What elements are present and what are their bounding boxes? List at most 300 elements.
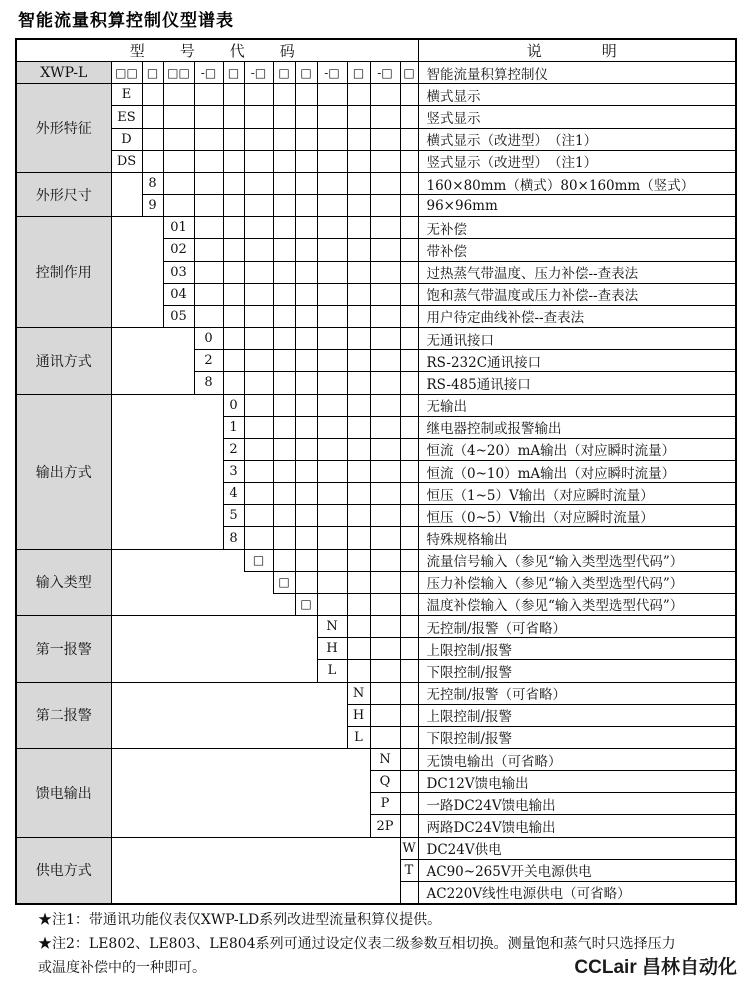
grid-cell <box>223 350 244 372</box>
grid-cell <box>244 483 273 505</box>
grid-cell <box>273 172 295 194</box>
grid-cell <box>244 150 273 172</box>
note-1: ★注1：带通讯功能仪表仅XWP-LD系列改进型流量积算仪提供。 <box>38 912 442 928</box>
grid-cell <box>295 483 317 505</box>
grid-cell <box>370 616 400 638</box>
description-cell: 上限控制/报警 <box>418 704 736 726</box>
code-cell: □ <box>295 593 317 615</box>
grid-cell <box>295 239 317 261</box>
code-cell: 05 <box>163 305 194 327</box>
grid-cell <box>163 150 194 172</box>
code-cell: N <box>347 682 370 704</box>
grid-cell <box>370 571 400 593</box>
grid-cell <box>370 682 400 704</box>
grid-cell <box>347 217 370 239</box>
code-header: 型 号 代 码 <box>16 39 418 62</box>
grid-cell <box>317 438 347 460</box>
grid-cell <box>400 438 418 460</box>
code-cell: 0 <box>223 394 244 416</box>
code-box-cell: □ <box>347 62 370 84</box>
code-box-cell: □ <box>400 62 418 84</box>
description-cell: 无补偿 <box>418 217 736 239</box>
blank-region <box>111 616 317 682</box>
grid-cell <box>400 305 418 327</box>
grid-cell <box>223 328 244 350</box>
description-cell: 96×96mm <box>418 195 736 217</box>
grid-cell <box>347 638 370 660</box>
grid-cell <box>400 460 418 482</box>
description-cell: 温度补偿输入（参见“输入类型选型代码”） <box>418 593 736 615</box>
code-cell: 2 <box>194 350 223 372</box>
code-cell: 5 <box>223 505 244 527</box>
grid-cell <box>295 394 317 416</box>
description-cell: 无控制/报警（可省略） <box>418 616 736 638</box>
grid-cell <box>400 771 418 793</box>
grid-cell <box>370 305 400 327</box>
grid-cell <box>194 84 223 106</box>
grid-cell <box>273 106 295 128</box>
grid-cell <box>347 283 370 305</box>
note-2-line-1: ★注2：LE802、LE803、LE804系列可通过设定仪表二级参数互相切换。测量饱和蒸气时只选择压力 <box>38 936 676 952</box>
code-cell: L <box>347 726 370 748</box>
grid-cell <box>244 283 273 305</box>
grid-cell <box>295 172 317 194</box>
grid-cell <box>347 172 370 194</box>
grid-cell <box>317 239 347 261</box>
grid-cell <box>295 350 317 372</box>
code-box-cell: □ <box>273 62 295 84</box>
grid-cell <box>163 84 194 106</box>
grid-cell <box>370 150 400 172</box>
code-cell <box>400 881 418 904</box>
grid-cell <box>317 372 347 394</box>
grid-cell <box>400 571 418 593</box>
grid-cell <box>295 217 317 239</box>
code-box-cell: -□ <box>244 62 273 84</box>
grid-cell <box>347 394 370 416</box>
grid-cell <box>347 305 370 327</box>
code-box-cell: □ <box>142 62 163 84</box>
category-cell: 控制作用 <box>16 217 111 328</box>
brand-logo: CCLair 昌林自动化 <box>574 957 737 978</box>
category-cell: 通讯方式 <box>16 328 111 394</box>
grid-cell <box>295 150 317 172</box>
grid-cell <box>400 660 418 682</box>
code-cell: 03 <box>163 261 194 283</box>
grid-cell <box>370 283 400 305</box>
category-cell: 外形尺寸 <box>16 172 111 216</box>
grid-cell <box>295 460 317 482</box>
description-cell: 流量信号输入（参见“输入类型选型代码”） <box>418 549 736 571</box>
code-cell: 8 <box>194 372 223 394</box>
grid-cell <box>370 106 400 128</box>
grid-cell <box>370 217 400 239</box>
grid-cell <box>273 394 295 416</box>
code-cell: L <box>317 660 347 682</box>
grid-cell <box>244 106 273 128</box>
grid-cell <box>347 416 370 438</box>
grid-cell <box>347 195 370 217</box>
code-cell: H <box>317 638 347 660</box>
grid-cell <box>295 195 317 217</box>
grid-cell <box>295 328 317 350</box>
grid-cell <box>317 261 347 283</box>
grid-cell <box>295 571 317 593</box>
grid-cell <box>295 438 317 460</box>
grid-cell <box>400 261 418 283</box>
description-cell: 160×80mm（横式）80×160mm（竖式） <box>418 172 736 194</box>
grid-cell <box>273 84 295 106</box>
code-cell: 2P <box>370 815 400 837</box>
grid-cell <box>347 549 370 571</box>
grid-cell <box>317 350 347 372</box>
grid-cell <box>347 372 370 394</box>
grid-cell <box>295 549 317 571</box>
grid-cell <box>317 483 347 505</box>
grid-cell <box>347 571 370 593</box>
grid-cell <box>273 128 295 150</box>
grid-cell <box>244 195 273 217</box>
code-box-cell: □ <box>295 62 317 84</box>
grid-cell <box>273 150 295 172</box>
grid-cell <box>244 128 273 150</box>
grid-cell <box>347 460 370 482</box>
blank-region <box>111 749 370 838</box>
grid-cell <box>273 350 295 372</box>
grid-cell <box>317 549 347 571</box>
grid-cell <box>400 483 418 505</box>
grid-cell <box>223 261 244 283</box>
grid-cell <box>163 172 194 194</box>
description-cell: AC90~265V开关电源供电 <box>418 859 736 881</box>
grid-cell <box>400 195 418 217</box>
description-cell: 恒压（0~5）V输出（对应瞬时流量） <box>418 505 736 527</box>
grid-cell <box>223 84 244 106</box>
grid-cell <box>370 416 400 438</box>
grid-cell <box>370 527 400 549</box>
grid-cell <box>400 350 418 372</box>
description-cell: 继电器控制或报警输出 <box>418 416 736 438</box>
grid-cell <box>295 372 317 394</box>
code-cell: 8 <box>142 172 163 194</box>
description-cell: 上限控制/报警 <box>418 638 736 660</box>
grid-cell <box>370 438 400 460</box>
grid-cell <box>142 128 163 150</box>
grid-cell <box>400 172 418 194</box>
grid-cell <box>244 84 273 106</box>
grid-cell <box>370 483 400 505</box>
grid-cell <box>273 460 295 482</box>
grid-cell <box>244 261 273 283</box>
code-cell: E <box>111 84 142 106</box>
grid-cell <box>244 460 273 482</box>
grid-cell <box>400 505 418 527</box>
description-cell: 一路DC24V馈电输出 <box>418 793 736 815</box>
code-cell: 1 <box>223 416 244 438</box>
code-cell: 8 <box>223 527 244 549</box>
grid-cell <box>317 217 347 239</box>
grid-cell <box>244 438 273 460</box>
grid-cell <box>163 195 194 217</box>
category-cell: 第一报警 <box>16 616 111 682</box>
model-description-cell: 智能流量积算控制仪 <box>418 62 736 84</box>
grid-cell <box>317 283 347 305</box>
grid-cell <box>317 328 347 350</box>
grid-cell <box>317 571 347 593</box>
grid-cell <box>400 549 418 571</box>
grid-cell <box>273 438 295 460</box>
code-cell: ES <box>111 106 142 128</box>
grid-cell <box>317 172 347 194</box>
grid-cell <box>295 128 317 150</box>
grid-cell <box>400 283 418 305</box>
description-cell: 竖式显示 <box>418 106 736 128</box>
grid-cell <box>194 283 223 305</box>
grid-cell <box>244 239 273 261</box>
grid-cell <box>244 172 273 194</box>
grid-cell <box>400 793 418 815</box>
grid-cell <box>273 416 295 438</box>
category-cell: 第二报警 <box>16 682 111 748</box>
category-cell: 输出方式 <box>16 394 111 549</box>
description-cell: 用户待定曲线补偿--查表法 <box>418 305 736 327</box>
description-cell: 特殊规格输出 <box>418 527 736 549</box>
grid-cell <box>400 128 418 150</box>
grid-cell <box>295 505 317 527</box>
grid-cell <box>244 527 273 549</box>
blank-region <box>111 328 194 394</box>
grid-cell <box>347 106 370 128</box>
grid-cell <box>347 438 370 460</box>
grid-cell <box>400 217 418 239</box>
grid-cell <box>244 505 273 527</box>
description-cell: DC12V馈电输出 <box>418 771 736 793</box>
grid-cell <box>400 616 418 638</box>
grid-cell <box>273 195 295 217</box>
description-cell: 饱和蒸气带温度或压力补偿--查表法 <box>418 283 736 305</box>
description-cell: 恒流（4~20）mA输出（对应瞬时流量） <box>418 438 736 460</box>
grid-cell <box>295 416 317 438</box>
code-cell: H <box>347 704 370 726</box>
grid-cell <box>295 261 317 283</box>
category-cell: 馈电输出 <box>16 749 111 838</box>
description-cell: RS-232C通讯接口 <box>418 350 736 372</box>
grid-cell <box>370 593 400 615</box>
grid-cell <box>223 305 244 327</box>
grid-cell <box>223 172 244 194</box>
description-cell: 竖式显示（改进型） （注1） <box>418 150 736 172</box>
code-cell: D <box>111 128 142 150</box>
model-table-wrap <box>15 38 737 905</box>
code-cell: 02 <box>163 239 194 261</box>
code-box-cell: □□ <box>111 62 142 84</box>
grid-cell <box>370 195 400 217</box>
grid-cell <box>400 682 418 704</box>
grid-cell <box>223 283 244 305</box>
grid-cell <box>400 527 418 549</box>
grid-cell <box>347 593 370 615</box>
code-cell: 01 <box>163 217 194 239</box>
grid-cell <box>273 261 295 283</box>
grid-cell <box>370 261 400 283</box>
description-cell: 无馈电输出（可省略） <box>418 749 736 771</box>
grid-cell <box>194 150 223 172</box>
grid-cell <box>400 372 418 394</box>
grid-cell <box>223 106 244 128</box>
grid-cell <box>370 328 400 350</box>
model-selection-table <box>15 38 737 905</box>
grid-cell <box>400 593 418 615</box>
grid-cell <box>347 505 370 527</box>
blank-region <box>111 571 273 593</box>
code-cell: 2 <box>223 438 244 460</box>
page-title: 智能流量积算控制仪型谱表 <box>18 11 234 30</box>
grid-cell <box>317 305 347 327</box>
grid-cell <box>295 283 317 305</box>
grid-cell <box>347 239 370 261</box>
grid-cell <box>273 217 295 239</box>
description-cell: 无输出 <box>418 394 736 416</box>
grid-cell <box>347 150 370 172</box>
grid-cell <box>273 549 295 571</box>
grid-cell <box>273 372 295 394</box>
grid-cell <box>244 394 273 416</box>
code-cell: T <box>400 859 418 881</box>
grid-cell <box>317 460 347 482</box>
grid-cell <box>370 660 400 682</box>
code-cell: □ <box>273 571 295 593</box>
grid-cell <box>273 239 295 261</box>
description-cell: 压力补偿输入（参见“输入类型选型代码”） <box>418 571 736 593</box>
blank-region <box>111 837 400 904</box>
grid-cell <box>370 726 400 748</box>
blank-region <box>111 682 347 748</box>
grid-cell <box>400 815 418 837</box>
code-cell: P <box>370 793 400 815</box>
blank-region <box>111 217 163 328</box>
grid-cell <box>317 195 347 217</box>
description-cell: 过热蒸气带温度、压力补偿--查表法 <box>418 261 736 283</box>
note-2-line-2: 或温度补偿中的一种即可。 <box>38 960 206 976</box>
code-cell: 04 <box>163 283 194 305</box>
blank-region <box>111 549 244 571</box>
grid-cell <box>273 505 295 527</box>
category-cell: 输入类型 <box>16 549 111 615</box>
description-cell: 两路DC24V馈电输出 <box>418 815 736 837</box>
blank-region <box>111 394 223 549</box>
grid-cell <box>400 726 418 748</box>
description-cell: RS-485通讯接口 <box>418 372 736 394</box>
grid-cell <box>400 394 418 416</box>
grid-cell <box>244 372 273 394</box>
grid-cell <box>295 106 317 128</box>
grid-cell <box>400 704 418 726</box>
grid-cell <box>223 150 244 172</box>
code-cell: 9 <box>142 195 163 217</box>
grid-cell <box>273 305 295 327</box>
grid-cell <box>163 128 194 150</box>
code-box-cell: -□ <box>370 62 400 84</box>
grid-cell <box>347 616 370 638</box>
code-cell: Q <box>370 771 400 793</box>
grid-cell <box>273 283 295 305</box>
code-cell: N <box>317 616 347 638</box>
code-cell: N <box>370 749 400 771</box>
grid-cell <box>347 84 370 106</box>
grid-cell <box>244 350 273 372</box>
grid-cell <box>317 128 347 150</box>
grid-cell <box>194 305 223 327</box>
grid-cell <box>273 527 295 549</box>
description-cell: 恒流（0~10）mA输出（对应瞬时流量） <box>418 460 736 482</box>
description-cell: 下限控制/报警 <box>418 660 736 682</box>
grid-cell <box>273 328 295 350</box>
grid-cell <box>400 106 418 128</box>
code-cell: 0 <box>194 328 223 350</box>
grid-cell <box>370 172 400 194</box>
category-cell: 外形特征 <box>16 84 111 173</box>
grid-cell <box>347 350 370 372</box>
code-box-cell: -□ <box>194 62 223 84</box>
grid-cell <box>370 128 400 150</box>
grid-cell <box>370 239 400 261</box>
grid-cell <box>370 704 400 726</box>
grid-cell <box>194 195 223 217</box>
grid-cell <box>317 394 347 416</box>
grid-cell <box>370 350 400 372</box>
grid-cell <box>370 372 400 394</box>
description-header: 说 明 <box>418 39 736 62</box>
grid-cell <box>317 106 347 128</box>
grid-cell <box>370 460 400 482</box>
description-cell: 下限控制/报警 <box>418 726 736 748</box>
grid-cell <box>400 638 418 660</box>
grid-cell <box>295 527 317 549</box>
grid-cell <box>194 172 223 194</box>
grid-cell <box>194 128 223 150</box>
grid-cell <box>244 416 273 438</box>
description-cell: 横式显示（改进型） （注1） <box>418 128 736 150</box>
model-prefix-cell: XWP-L <box>16 62 111 84</box>
grid-cell <box>370 394 400 416</box>
grid-cell <box>244 305 273 327</box>
grid-cell <box>223 217 244 239</box>
grid-cell <box>163 106 194 128</box>
grid-cell <box>347 660 370 682</box>
code-box-cell: □□ <box>163 62 194 84</box>
description-cell: AC220V线性电源供电（可省略） <box>418 881 736 904</box>
grid-cell <box>400 150 418 172</box>
description-cell: 无控制/报警（可省略） <box>418 682 736 704</box>
code-cell: W <box>400 837 418 859</box>
blank-region <box>111 593 295 615</box>
grid-cell <box>142 150 163 172</box>
grid-cell <box>317 84 347 106</box>
code-box-cell: □ <box>223 62 244 84</box>
code-cell: DS <box>111 150 142 172</box>
grid-cell <box>317 527 347 549</box>
grid-cell <box>142 106 163 128</box>
grid-cell <box>400 328 418 350</box>
grid-cell <box>223 128 244 150</box>
grid-cell <box>194 106 223 128</box>
category-cell: 供电方式 <box>16 837 111 904</box>
grid-cell <box>244 328 273 350</box>
grid-cell <box>295 305 317 327</box>
grid-cell <box>400 749 418 771</box>
grid-cell <box>370 638 400 660</box>
description-cell: 恒压（1~5）V输出（对应瞬时流量） <box>418 483 736 505</box>
